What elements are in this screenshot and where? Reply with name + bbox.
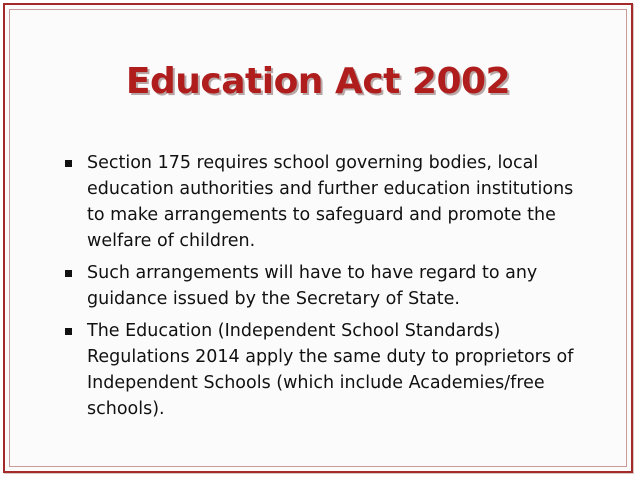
bullet-item-section-175 — [65, 150, 585, 254]
bullet-text: Such arrangements will have to have regard to any guidance issued by the Secretary of State. — [87, 263, 538, 309]
slide-frame — [3, 3, 633, 473]
bullet-text: The Education (Independent School Standards) Regulations 2014 apply the same duty to proprietors of Independent Schools (which include Academies/free schools). — [87, 321, 574, 419]
bullet-item-regulations-2014 — [65, 318, 585, 422]
slide-title: Education Act 2002 — [125, 61, 511, 102]
bullet-list — [65, 150, 585, 428]
bullet-item-guidance — [65, 260, 585, 312]
square-bullet-icon — [65, 160, 72, 167]
square-bullet-icon — [65, 270, 72, 277]
square-bullet-icon — [65, 328, 72, 335]
bullet-text: Section 175 requires school governing bodies, local education authorities and further education institutions to make arrangements to safeguard and promote the welfare of children. — [87, 153, 574, 251]
